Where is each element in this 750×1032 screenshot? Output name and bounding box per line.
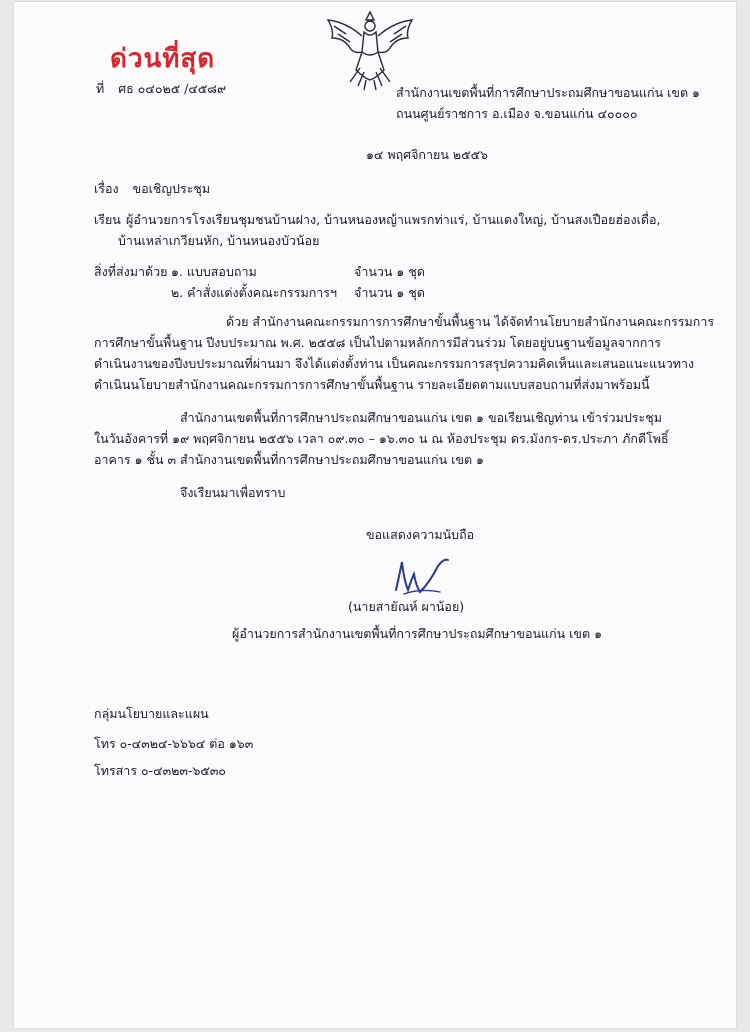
subject-label: เรื่อง xyxy=(94,181,119,196)
paragraph-2-line-1: สำนักงานเขตพื้นที่การศึกษาประถมศึกษาขอนแก่น เขต ๑ ขอเรียนเชิญท่าน เข้าร่วมประชุม xyxy=(180,410,662,425)
reference-number: ศธ ๐๔๐๒๕ /๔๕๘๙ xyxy=(118,81,227,96)
enclosure-item-1-qty: จำนวน ๑ ชุด xyxy=(354,264,425,279)
subject-text: ขอเชิญประชุม xyxy=(132,181,211,196)
footer-fax: โทรสาร ๐-๔๓๒๓-๖๕๓๐ xyxy=(94,763,227,778)
paragraph-2-line-3: อาคาร ๑ ชั้น ๓ สำนักงานเขตพื้นที่การศึกษาประถมศึกษาขอนแก่น เขต ๑ xyxy=(94,452,484,467)
reference-line xyxy=(96,81,226,97)
document-page xyxy=(14,2,736,1028)
enclosures-label: สิ่งที่ส่งมาด้วย xyxy=(94,264,168,279)
signatory-name: (นายสายัณห์ ผาน้อย) xyxy=(348,599,465,614)
reference-label: ที่ xyxy=(96,81,105,96)
footer-department: กลุ่มนโยบายและแผน xyxy=(94,706,209,721)
recipient-line-2: บ้านเหล่าเกวียนหัก, บ้านหนองบัวน้อย xyxy=(118,233,320,248)
office-name: สำนักงานเขตพื้นที่การศึกษาประถมศึกษาขอนแก่น เขต ๑ xyxy=(396,85,700,100)
recipient-label: เรียน xyxy=(94,212,121,227)
enclosure-item-2-name: ๒. คำสั่งแต่งตั้งคณะกรรมการฯ xyxy=(171,285,338,300)
paragraph-1-line-2: การศึกษาขั้นพื้นฐาน ปีงบประมาณ พ.ศ. ๒๕๕๘ เป็นไปตามหลักการมีส่วนร่วม โดยอยู่บนฐานข้อมูลจากการ xyxy=(94,335,661,350)
complimentary-close: ขอแสดงความนับถือ xyxy=(366,527,475,542)
office-address: ถนนศูนย์ราชการ อ.เมือง จ.ขอนแก่น ๔๐๐๐๐ xyxy=(396,106,638,121)
urgency-stamp: ด่วนที่สุด xyxy=(110,44,216,74)
enclosure-item-2-qty: จำนวน ๑ ชุด xyxy=(354,285,425,300)
paragraph-1-line-3: ดำเนินงานของปีงบประมาณที่ผ่านมา จึงได้แต่งตั้งท่าน เป็นคณะกรรมการสรุปความคิดเห็นและเสนอแนะแนวทาง xyxy=(94,356,695,371)
paragraph-2-line-2: ในวันอังคารที่ ๑๙ พฤศจิกายน ๒๕๕๖ เวลา ๐๙.๓๐ – ๑๖.๓๐ น ณ ห้องประชุม ดร.มังกร-ดร.ประภา ภักดีโพธิ์ xyxy=(94,431,669,446)
subject-line xyxy=(94,181,210,197)
paragraph-1-line-4: ดำเนินนโยบายสำนักงานคณะกรรมการการศึกษาขั้นพื้นฐาน รายละเอียดตามแบบสอบถามที่ส่งมาพร้อมนี้ xyxy=(94,377,650,392)
signature-icon xyxy=(390,552,460,600)
recipient-line-1: ผู้อำนวยการโรงเรียนชุมชนบ้านฝาง, บ้านหนองหญ้าแพรกท่าแร่, บ้านแดงใหญ่, บ้านสงเปือยฮ่องเดื่อ, xyxy=(126,212,661,227)
footer-phone: โทร ๐-๔๓๒๔-๖๖๖๔ ต่อ ๑๖๓ xyxy=(94,736,254,751)
enclosure-item-1-name: ๑. แบบสอบถาม xyxy=(171,264,257,279)
garuda-emblem-icon xyxy=(320,8,420,92)
signatory-position: ผู้อำนวยการสำนักงานเขตพื้นที่การศึกษาประถมศึกษาขอนแก่น เขต ๑ xyxy=(232,626,603,641)
document-date: ๑๔ พฤศจิกายน ๒๕๕๖ xyxy=(366,147,488,162)
paragraph-1-line-1: ด้วย สำนักงานคณะกรรมการการศึกษาขั้นพื้นฐาน ได้จัดทำนโยบายสำนักงานคณะกรรมการ xyxy=(226,314,715,329)
closing-line: จึงเรียนมาเพื่อทราบ xyxy=(180,485,286,500)
